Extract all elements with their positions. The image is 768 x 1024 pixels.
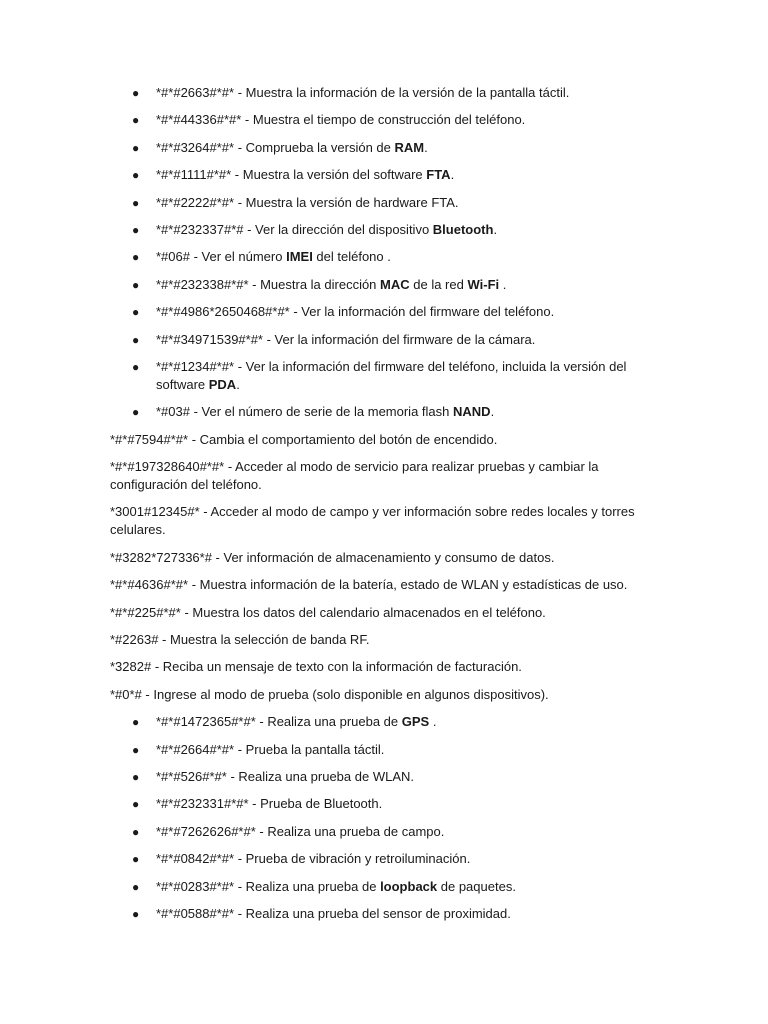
bullet-icon: ● [132,852,140,867]
paragraph: *#*#4636#*#* - Muestra información de la batería, estado de WLAN y estadísticas de uso. [110,577,628,593]
item-text: . [499,276,507,292]
bold-term: FTA [426,167,451,183]
list-item [110,795,670,813]
code-paragraphs [110,431,670,704]
item-text: . [450,167,455,183]
bullet-icon: ● [132,195,140,210]
code-list-info [110,84,670,421]
bullet-icon: ● [132,359,140,374]
item-text: *#*#2663#*#* - Muestra la información de la versión de la pantalla táctil. [156,85,570,100]
item-text: . [424,139,428,155]
bullet-icon: ● [132,277,140,292]
paragraph: *#2263# - Muestra la selección de banda RF. [110,632,370,648]
bullet-icon: ● [132,305,140,320]
list-item [110,221,670,239]
list-item [110,84,670,102]
item-text: . [236,376,240,392]
list-item [110,276,670,294]
paragraph: *3282# - Reciba un mensaje de texto con la información de facturación. [110,659,522,675]
item-text: *#*#3264#*#* - Comprueba la versión de [156,139,395,155]
bullet-icon: ● [132,86,140,100]
list-item [110,111,670,129]
item-text: de paquetes. [437,878,516,894]
item-text: *#*#232331#*#* - Prueba de Bluetooth. [156,796,383,812]
list-item [110,905,670,923]
item-text: *#06# - Ver el número [156,249,287,265]
bold-term: IMEI [286,249,313,265]
list-item [110,331,670,349]
item-text: *#*#0842#*#* - Prueba de vibración y retroiluminación. [156,851,471,867]
item-text: *#*#2664#*#* - Prueba la pantalla táctil. [156,741,385,757]
bullet-icon: ● [132,906,140,921]
bullet-icon: ● [132,797,140,812]
paragraph: *#3282*727336*# - Ver información de almacenamiento y consumo de datos. [110,549,555,565]
bullet-icon: ● [132,879,140,894]
bold-term: Wi-Fi [467,276,500,292]
bullet-icon: ● [132,715,140,730]
item-text: *#*#1234#*#* - Ver la información del firmware del teléfono, incluida la versión del software [156,358,627,392]
item-text: *#*#0283#*#* - Realiza una prueba de [156,878,381,894]
bullet-icon: ● [132,168,140,183]
document-content [110,84,670,932]
bullet-icon: ● [132,824,140,839]
item-text: *#*#1472365#*#* - Realiza una prueba de [156,714,402,730]
paragraph: *#*#225#*#* - Muestra los datos del calendario almacenados en el teléfono. [110,604,546,620]
item-text: *#*#44336#*#* - Muestra el tiempo de construcción del teléfono. [156,112,526,128]
item-text: . [429,714,437,730]
paragraph: *#*#197328640#*#* - Acceder al modo de servicio para realizar pruebas y cambiar la configuración del teléfono. [110,459,599,493]
list-item [110,166,670,184]
item-text: del teléfono . [312,249,391,265]
bullet-icon: ● [132,113,140,128]
item-text: . [490,404,495,420]
list-item [110,194,670,212]
bullet-icon: ● [132,742,140,757]
list-item [110,303,670,321]
bullet-icon: ● [132,769,140,784]
bold-term: loopback [380,878,438,894]
item-text: *#*#7262626#*#* - Realiza una prueba de campo. [156,823,445,839]
bold-term: GPS [401,714,430,730]
item-text: . [493,221,498,237]
paragraph: *#*#7594#*#* - Cambia el comportamiento del botón de encendido. [110,431,498,447]
item-text: *#*#4986*2650468#*#* - Ver la información del firmware del teléfono. [156,304,555,320]
item-text: *#*#34971539#*#* - Ver la información del firmware de la cámara. [156,331,536,347]
item-text: *#*#526#*#* - Realiza una prueba de WLAN. [156,768,415,784]
bullet-icon: ● [132,332,140,347]
item-text: *#*#0588#*#* - Realiza una prueba del sensor de proximidad. [156,905,511,921]
list-item [110,768,670,786]
bold-term: NAND [453,404,491,420]
item-text: de la red [409,276,468,292]
bullet-icon: ● [132,405,140,420]
bullet-icon: ● [132,140,140,155]
list-item [110,358,670,394]
list-item [110,248,670,266]
item-text: *#03# - Ver el número de serie de la memoria flash [156,404,453,420]
bold-term: Bluetooth [432,221,494,237]
list-item [110,139,670,157]
list-item [110,403,670,421]
bullet-icon: ● [132,250,140,265]
list-item [110,713,670,731]
bold-term: RAM [394,139,425,155]
list-item [110,850,670,868]
item-text: *#*#1111#*#* - Muestra la versión del software [156,167,427,183]
bullet-icon: ● [132,222,140,237]
list-item [110,741,670,759]
item-text: *#*#2222#*#* - Muestra la versión de hardware FTA. [156,194,459,210]
paragraph: *#0*# - Ingrese al modo de prueba (solo disponible en algunos dispositivos). [110,686,549,702]
bold-term: MAC [380,276,410,292]
bold-term: PDA [208,376,237,392]
paragraph: *3001#12345#* - Acceder al modo de campo y ver información sobre redes locales y torres celulares. [110,504,635,538]
code-list-tests [110,713,670,923]
item-text: *#*#232337#*# - Ver la dirección del dispositivo [156,221,433,237]
item-text: *#*#232338#*#* - Muestra la dirección [156,276,381,292]
list-item [110,878,670,896]
list-item [110,823,670,841]
